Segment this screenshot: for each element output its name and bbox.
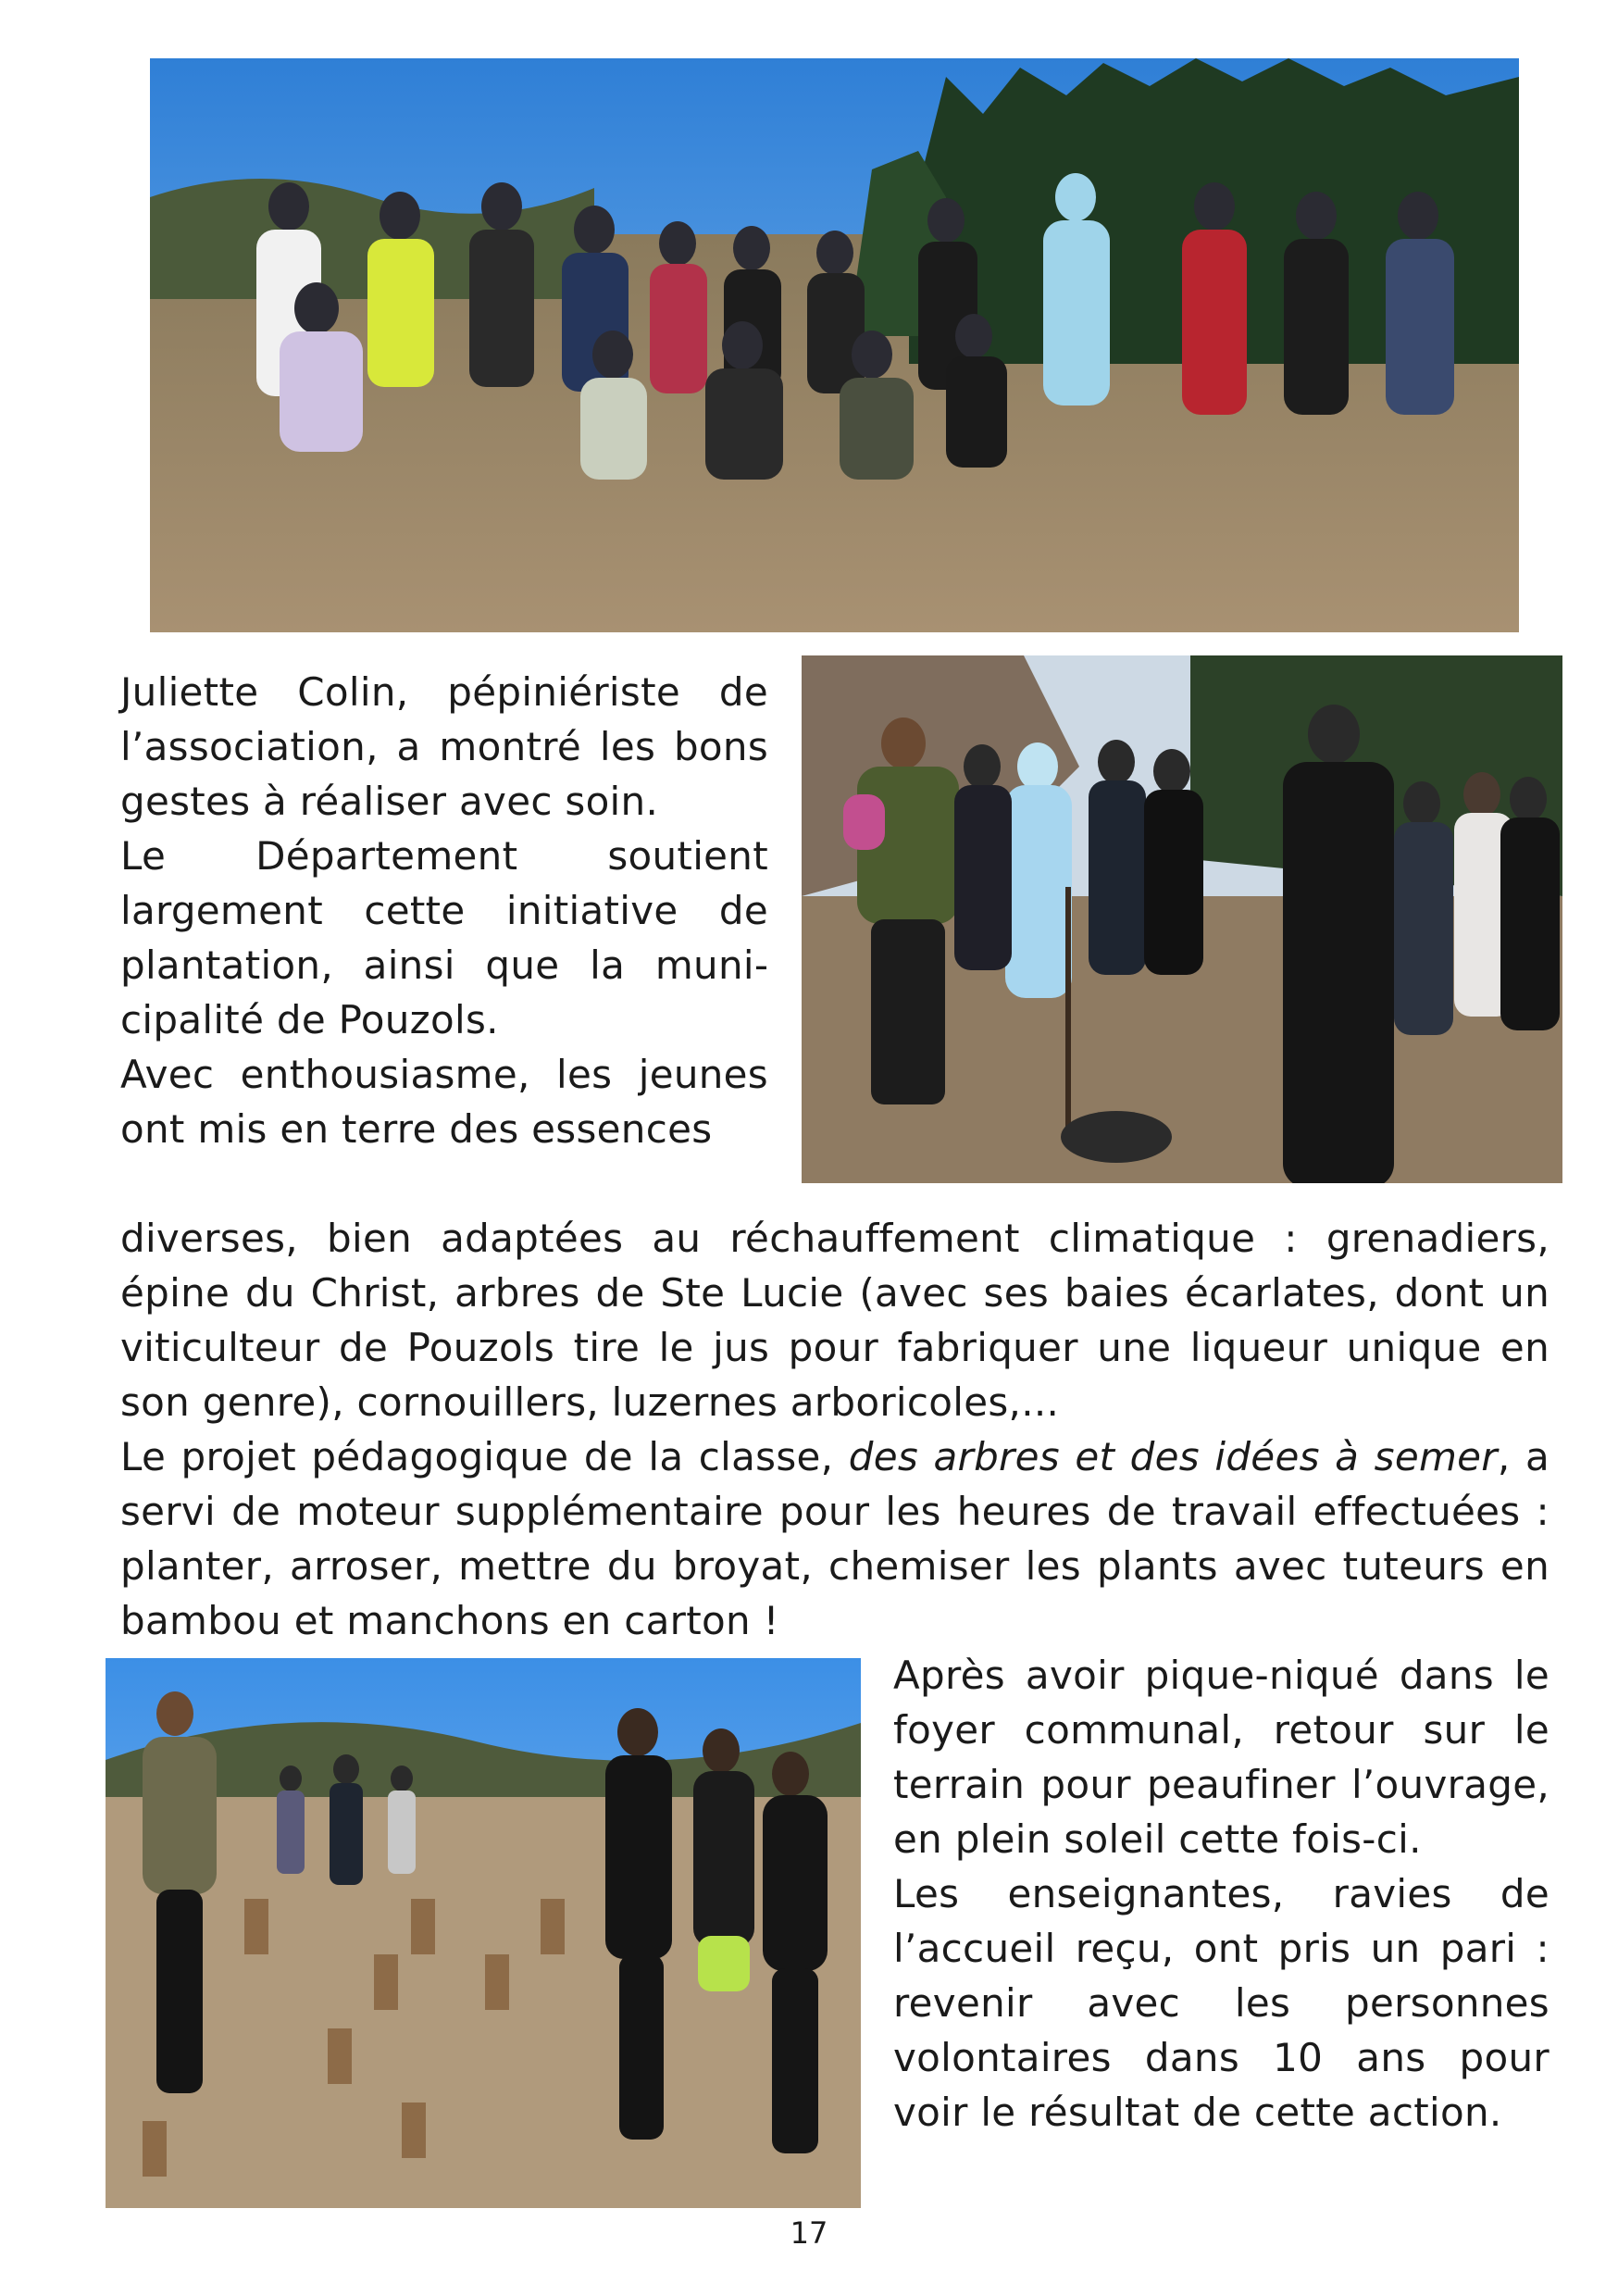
demonstration-photo (802, 655, 1562, 1183)
project-title-italic: des arbres et des idées à semer (848, 1434, 1498, 1479)
page-number: 17 (790, 2215, 828, 2251)
article-text-full-width (120, 1211, 1550, 1648)
group-photo (150, 58, 1519, 632)
project-text-start: Le projet pédagogique de la classe, (120, 1434, 849, 1479)
paragraph-picnic: Après avoir pique-niqué dans le foyer communal, retour sur le terrain pour peaufiner l’ouvrage, en plein soleil cette fois-ci. (893, 1653, 1550, 1862)
paragraph-enthusiasm-start: Avec enthousiasme, les jeunes ont mis en terre des essences (120, 1052, 768, 1152)
paragraph-nursery: Juliette Colin, pépiniériste de l’association, a montré les bons gestes à réaliser avec soin. (120, 669, 768, 824)
paragraph-department: Le Département soutient largement cette initiative de plantation, ainsi que la municipalité de Pouzols. (120, 833, 768, 1042)
article-text-right-column (893, 1648, 1550, 2140)
planting-field-photo (106, 1658, 861, 2208)
paragraph-project (120, 1429, 1550, 1648)
paragraph-teachers-bet: Les enseignantes, ravies de l’accueil reçu, ont pris un pari : revenir avec les personnes volontaires dans 10 ans pour voir le résultat de cette action. (893, 1871, 1550, 2135)
paragraph-species-list: diverses, bien adaptées au réchauffement climatique : grenadiers, épine du Christ, arbres de Ste Lucie (avec ses baies écarlates, dont un viticulteur de Pouzols tire le jus pour fabriquer une liqueur unique en son genre), cornouillers, luzernes arboricoles,... (120, 1216, 1550, 1425)
project-text-end: , a servi de moteur supplémentaire pour les heures de travail effectuées : planter, arroser, mettre du broyat, chemiser les plants avec tuteurs en bambou et manchons en carton ! (120, 1434, 1550, 1643)
article-text-left-column (120, 665, 768, 1156)
